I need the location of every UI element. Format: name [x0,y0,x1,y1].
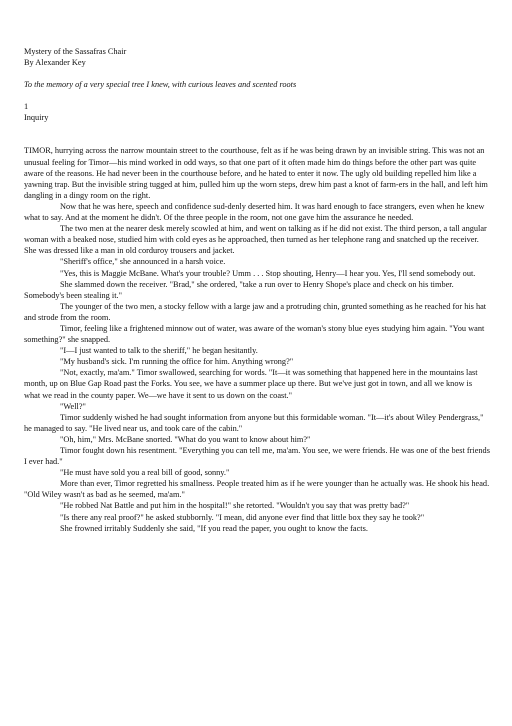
dedication: To the memory of a very special tree I knew, with curious leaves and scented roots [24,80,297,90]
chapter-title: Inquiry [24,113,49,123]
paragraph: She frowned irritably Suddenly she said, "If you read the paper, you ought to know the facts. [60,523,368,533]
paragraph: The younger of the two men, a stocky fellow with a large jaw and a protruding chin, grunted something as he reached for his hat and strode from the room. [24,301,487,322]
paragraph: "Sheriff's office," she announced in a harsh voice. [60,257,226,267]
paragraph: "Not, exactly, ma'am." Timor swallowed, searching for words. "It—it was something that happened here in the mountains last month, up on Blue Gap Road past the Forks. You see, we have a summer place up there. But we've just got in town, and all we know is what we read in the county paper. We—we have it sent to us down on the coast." [24,368,478,400]
chapter-number: 1 [24,102,29,112]
book-author: By Alexander Key [24,58,86,68]
paragraph: Timor, feeling like a frightened minnow out of water, was aware of the woman's stony blue eyes studying him again. "You want something?" she snapped. [24,323,485,345]
paragraph: More than ever, Timor regretted his smallness. People treated him as if he were younger than he actually was. He shook his head. "Old Wiley wasn't as bad as he seemed, ma'am." [24,479,490,500]
book-title: Mystery of the Sassafras Chair [24,47,127,56]
paragraph: "I—I just wanted to talk to the sheriff," he began hesitantly. [60,346,258,356]
paragraph: "Yes, this is Maggie McBane. What's your trouble? Umm . . . Stop shouting, Henry—I hear you. Yes, I'll send somebody out. [60,268,476,278]
paragraph: TIMOR, hurrying across the narrow mountain street to the courthouse, felt as if he was being drawn by an invisible string. This was not an unusual feeling for Timor—his mind worked in odd ways, so that one part of it often made him do things before the other part was quite aware of the reasons. He had never been in the courthouse before, and he hated to enter it now. The ugly old building repelled him like a yawning trap. But the invisible string tugged at him, pulled him up the worn steps, drew him past a knot of farm-ers in the hall, and left him dangling in a dingy room on the right. [24,146,488,200]
title-block [24,46,490,68]
paragraph: "He robbed Nat Battle and put him in the hospital!" she retorted. "Wouldn't you say that was pretty bad?" [60,501,410,511]
paragraph: She slammed down the receiver. "Brad," she ordered, "take a run over to Henry Shope's place and check on his timber. Somebody's been stealing it." [24,279,454,300]
paragraph: Timor fought down his resentment. "Everything you can tell me, ma'am. You see, we were friends. He was one of the best friends I ever had." [24,446,490,467]
paragraph: Now that he was here, speech and confidence sud-denly deserted him. It was hard enough to face strangers, even when he knew what to say. And at the moment he didn't. Of the three people in the room, not one gave him the assurance he needed. [24,201,485,223]
paragraph: "My husband's sick. I'm running the office for him. Anything wrong?" [60,357,294,367]
paragraph: "Is there any real proof?" he asked stubbornly. "I mean, did anyone ever find that little box they say he took?" [60,512,425,522]
chapter-heading [24,101,490,123]
chapter-body [24,145,490,533]
paragraph: "Oh, him," Mrs. McBane snorted. "What do you want to know about him?" [60,434,311,444]
paragraph: The two men at the nearer desk merely scowled at him, and went on talking as if he did not exist. The third person, a tall angular woman with a beaked nose, studied him with cold eyes as he approached, then turned as her telephone rang and snatched up the receiver. She was dressed like a man in old corduroy trousers and jacket. [24,224,487,256]
paragraph: "He must have sold you a real bill of good, sonny." [60,468,230,478]
paragraph: "Well?" [60,401,86,411]
paragraph: Timor suddenly wished he had sought information from anyone but this formidable woman. "It—it's about Wiley Pendergrass," he managed to say. "He lived near us, and took care of the cabin." [24,412,484,433]
